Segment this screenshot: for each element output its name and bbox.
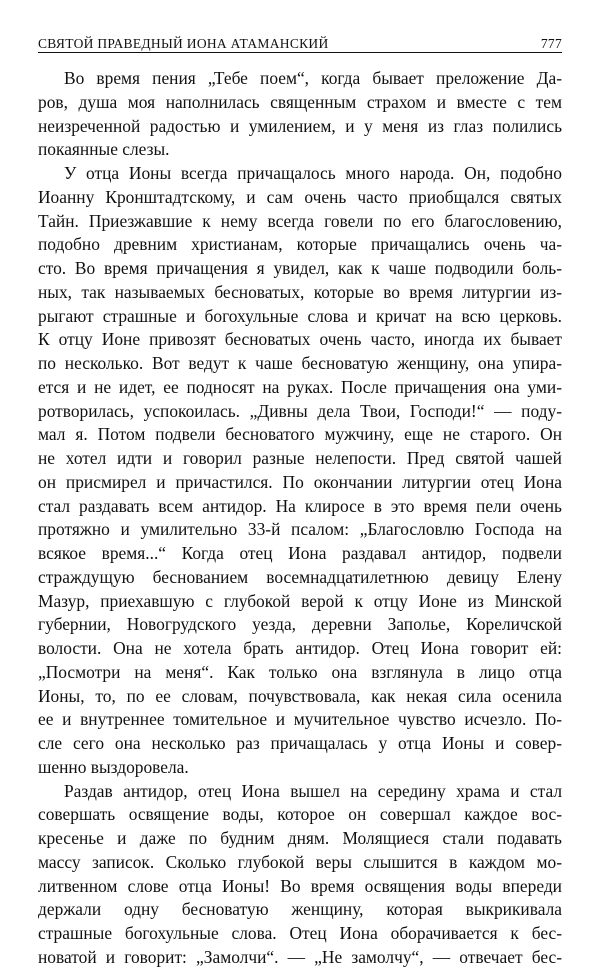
- text-line: держали одну бесноватую женщину, которая выкрикивала: [38, 899, 562, 920]
- text-line: Ионы, то, по ее словам, почувствовала, как некая сила осенила: [38, 685, 562, 706]
- paragraph: [38, 67, 562, 162]
- text-line: массу записок. Сколько глубокой веры слышится в каждом мо-: [38, 851, 562, 872]
- text-line: К отцу Ионе привозят бесноватых очень часто, иногда их бывает: [38, 329, 562, 350]
- text-line: неизреченной радостью и умилением, и у меня из глаз полились: [38, 115, 562, 136]
- running-title: СВЯТОЙ ПРАВЕДНЫЙ ИОНА АТАМАНСКИЙ: [38, 36, 329, 51]
- text-line: волости. Она не хотела брать антидор. Отец Иона говорит ей:: [38, 638, 562, 658]
- text-line: шенно выздоровела.: [38, 756, 189, 777]
- text-line: не хотел идти и говорил разные нелепости. Пред святой чашей: [38, 448, 562, 468]
- text-line: губернии, Новогрудского уезда, деревни Заполье, Кореличской: [38, 614, 562, 635]
- text-line: новатой и говорит: „Замолчи“. — „Не замолчу“, — отвечает бес-: [38, 946, 562, 967]
- text-line: протяжно и умилительно 33-й псалом: „Благословлю Господа на: [38, 519, 562, 540]
- text-line: сле сего она несколько раз причащалась у отца Ионы и совер-: [38, 733, 562, 753]
- text-line: ров, душа моя наполнилась священным страхом и вместе с тем: [38, 91, 562, 112]
- text-line: Тайн. Приезжавшие к нему всегда говели по его благословению,: [38, 210, 562, 231]
- running-header: [38, 30, 562, 53]
- text-line: он присмирел и причастился. По окончании литургии отец Иона: [38, 471, 562, 492]
- page-number: 777: [540, 36, 562, 51]
- text-line: всякое время...“ Когда отец Иона раздавал антидор, подвели: [38, 543, 562, 563]
- text-line: мал я. Потом подвели бесноватого мужчину, еще не старого. Он: [38, 424, 562, 445]
- text-line: ется и не идет, ее подносят на руках. После причащения она уми-: [38, 376, 562, 397]
- text-line: литвенном слове отца Ионы! Во время освящения воды впереди: [38, 875, 562, 896]
- text-line: страшные богохульные слова. Отец Иона оборачивается к бес-: [38, 923, 562, 943]
- text-line: совершать освящение воды, которое он совершал каждое вос-: [38, 804, 562, 825]
- text-line: Во время пения „Тебе поем“, когда бывает преложение Да-: [64, 68, 562, 88]
- text-line: Иоанну Кронштадтскому, и сам очень часто приобщался святых: [38, 186, 562, 207]
- text-line: подобно древним христианам, которые причащались очень ча-: [38, 234, 562, 255]
- text-line: ротворилась, успокоилась. „Дивны дела Твои, Господи!“ — поду-: [38, 400, 562, 421]
- text-line: кресенье и даже по будним дням. Молящиеся стали подавать: [38, 828, 562, 848]
- paragraph: [38, 780, 562, 970]
- text-line: страждущую беснованием восемнадцатилетнюю девицу Елену: [38, 566, 562, 587]
- text-line: Раздав антидор, отец Иона вышел на середину храма и стал: [64, 780, 562, 801]
- page-body: [38, 67, 562, 970]
- text-line: стал раздавать всем антидор. На клиросе в это время пели очень: [38, 495, 562, 516]
- text-line: покаянные слезы.: [38, 139, 170, 160]
- paragraph: [38, 162, 562, 780]
- text-line: по несколько. Вот ведут к чаше бесноватую женщину, она упира-: [38, 353, 562, 373]
- text-line: ее и внутреннее томительное и мучительное чувство исчезло. По-: [38, 709, 562, 730]
- text-line: „Посмотри на меня“. Как только она взглянула в лицо отца: [38, 661, 562, 682]
- text-line: ных, так называемых бесноватых, которые во время литургии из-: [38, 281, 562, 302]
- text-line: Мазур, приехавшую с глубокой верой к отцу Ионе из Минской: [38, 590, 562, 611]
- text-line: У отца Ионы всегда причащалось много народа. Он, подобно: [64, 163, 562, 183]
- text-line: рыгают страшные и богохульные слова и кричат на всю церковь.: [38, 305, 562, 326]
- text-line: сто. Во время причащения я увидел, как к чаше подводили боль-: [38, 258, 562, 278]
